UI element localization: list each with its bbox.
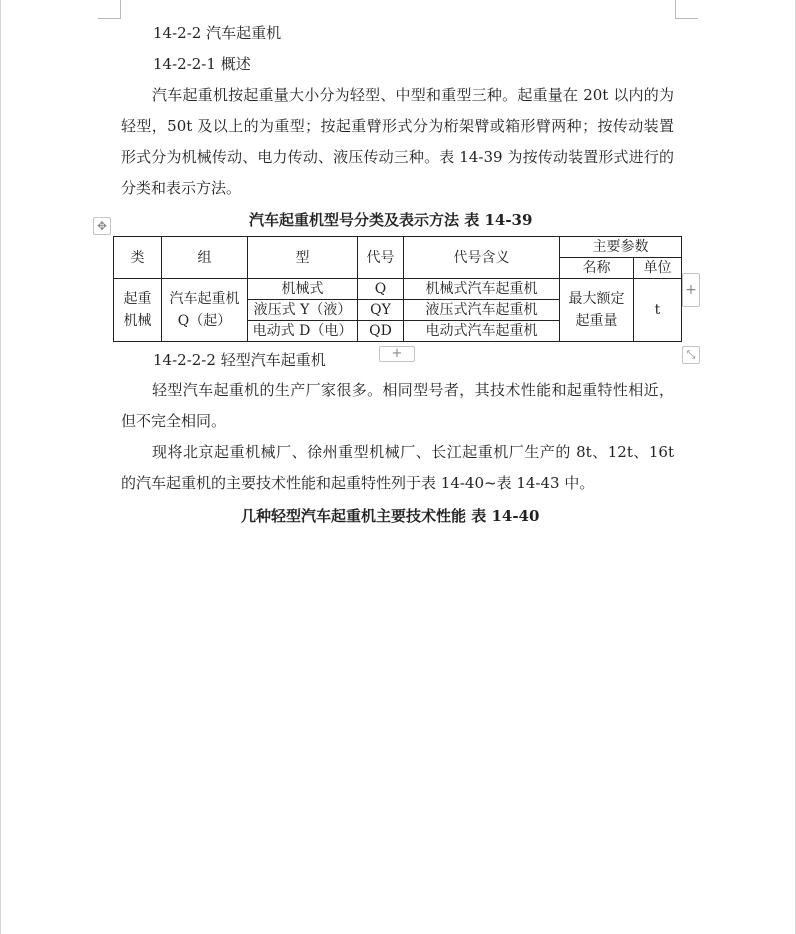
move-icon[interactable]: ✥ — [93, 217, 111, 235]
header-class: 类 — [114, 237, 162, 279]
cell-param-name: 最大额定起重量 — [560, 279, 634, 342]
cell-group-value: 汽车起重机Q（起） — [162, 279, 248, 342]
plus-icon: + — [391, 346, 403, 361]
cell-param-unit: t — [634, 279, 682, 342]
cell-meaning-row1: 机械式汽车起重机 — [404, 279, 560, 300]
cell-meaning-row2: 液压式汽车起重机 — [404, 300, 560, 321]
cell-code-row2: QY — [358, 300, 404, 321]
page-edge-left — [0, 0, 1, 934]
crop-mark-top-left — [98, 0, 121, 19]
cell-code-row3: QD — [358, 321, 404, 342]
cell-type-row2: 液压式 Y（液） — [248, 300, 358, 321]
header-param-name: 名称 — [560, 258, 634, 279]
header-group: 组 — [162, 237, 248, 279]
header-type: 型 — [248, 237, 358, 279]
table-caption: 汽车起重机型号分类及表示方法 表 14-39 — [249, 211, 533, 229]
crop-mark-top-right — [675, 0, 698, 19]
heading-14-2-2-1: 14-2-2-1 概述 — [153, 55, 251, 73]
header-main-params: 主要参数 — [560, 237, 682, 258]
resize-icon[interactable]: ⤡ — [682, 346, 700, 364]
heading-14-2-2-2: 14-2-2-2 轻型汽车起重机 — [153, 351, 326, 369]
table2-caption: 几种轻型汽车起重机主要技术性能 表 14-40 — [241, 507, 540, 525]
header-meaning: 代号含义 — [404, 237, 560, 279]
cell-type-row3: 电动式 D（电） — [248, 321, 358, 342]
paragraph-light-cranes: 轻型汽车起重机的生产厂家很多。相同型号者，其技术性能和起重特性相近，但不完全相同。 — [121, 381, 674, 430]
paragraph-manufacturers: 现将北京起重机械厂、徐州重型机械厂、长江起重机厂生产的 8t、12t、16t 的汽车起重机的主要技术性能和起重特性列于表 14-40~表 14-43 中。 — [121, 443, 674, 492]
cell-class-value: 起重机械 — [114, 279, 162, 342]
heading-14-2-2: 14-2-2 汽车起重机 — [153, 24, 282, 42]
cell-meaning-row3: 电动式汽车起重机 — [404, 321, 560, 342]
cell-type-row1: 机械式 — [248, 279, 358, 300]
cell-code-row1: Q — [358, 279, 404, 300]
header-code: 代号 — [358, 237, 404, 279]
paragraph-overview: 汽车起重机按起重量大小分为轻型、中型和重型三种。起重量在 20t 以内的为轻型，50t 及以上的为重型；按起重臂形式分为桁架臂或箱形臂两种；按传动装置形式分为机械传动、电力传动、液压传动三种。表 14-39 为按传动装置形式进行的分类和表示方法。 — [121, 86, 674, 197]
crane-classification-table — [113, 236, 682, 342]
add-column-button[interactable] — [682, 273, 700, 307]
plus-icon: + — [685, 282, 697, 298]
header-param-unit: 单位 — [634, 258, 682, 279]
add-row-button[interactable] — [379, 346, 415, 362]
